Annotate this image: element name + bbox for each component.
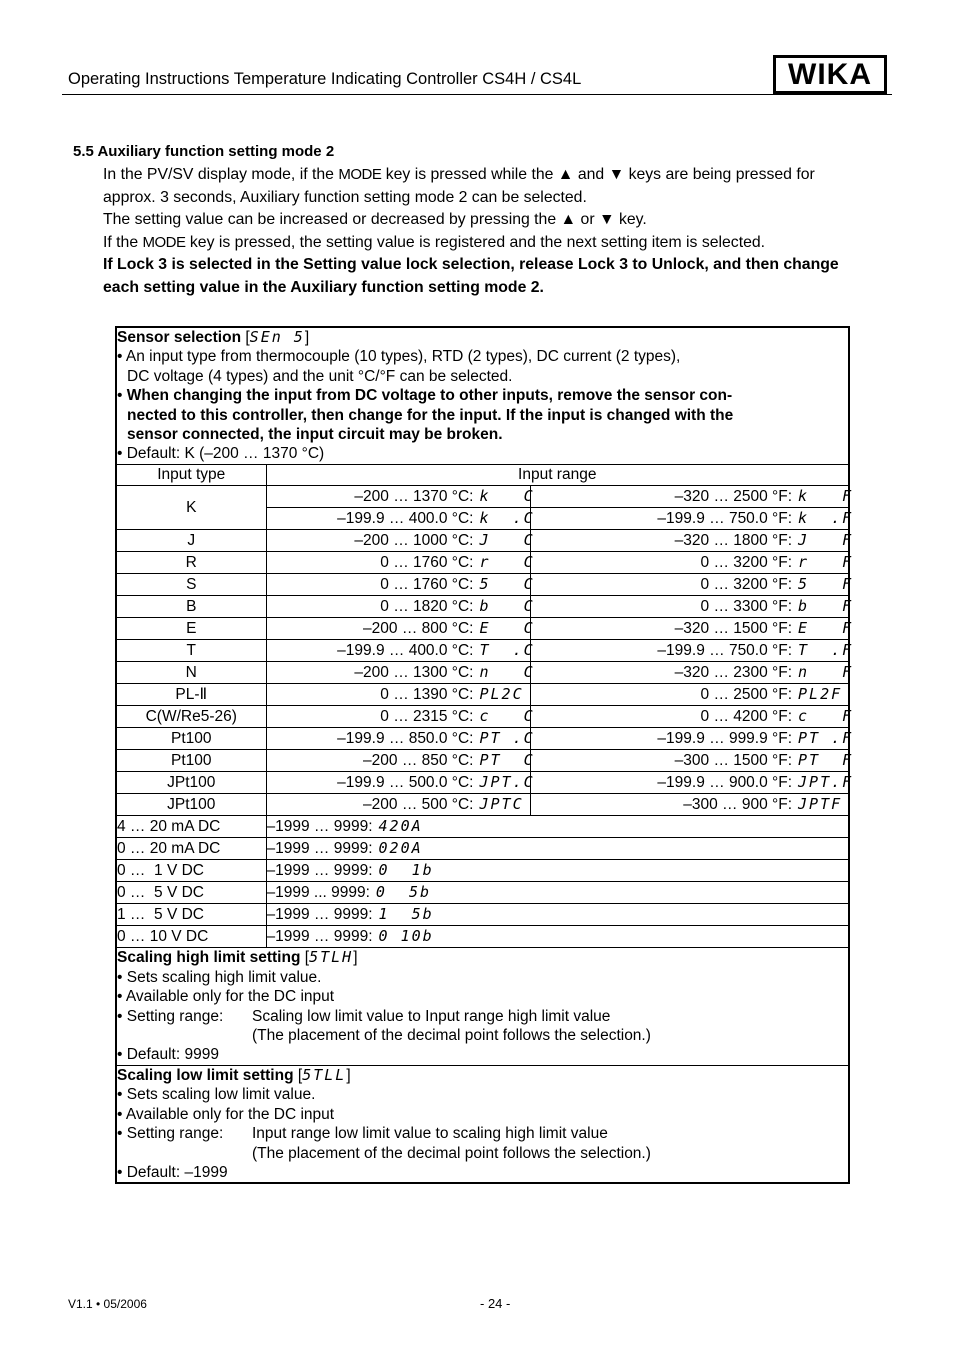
display-code: r C (479, 553, 535, 572)
display-code: 0 10b (378, 927, 434, 946)
range-text: –199.9 … 999.9 °F: (657, 730, 793, 748)
range-text: –199.9 … 750.0 °F: (657, 642, 793, 660)
dc-range-cell (266, 838, 849, 860)
range-text: –300 … 1500 °F: (674, 752, 793, 770)
celsius-range-cell (266, 596, 535, 618)
display-code: JPT.F (798, 773, 854, 792)
input-type-cell: J (116, 530, 266, 552)
input-type-cell: R (116, 552, 266, 574)
intro-line-1: In the PV/SV display mode, if the MODE key is pressed while the ▲ and ▼ keys are being pressed for (103, 166, 815, 183)
input-type-cell: 0 … 20 mA DC (116, 838, 266, 860)
input-type-cell: 0 … 1 V DC (116, 860, 266, 882)
sensor-title-line: Sensor selection [SEn 5] (117, 328, 310, 346)
input-type-cell: JPt100 (116, 772, 266, 794)
display-code: PT C (479, 751, 535, 770)
display-code: k .C (479, 509, 535, 528)
input-type-cell: PL-Ⅱ (116, 684, 266, 706)
range-text: –1999 … 9999: (266, 906, 373, 924)
display-code: b C (479, 597, 535, 616)
display-code: r F (798, 553, 854, 572)
range-text: 0 … 3200 °F: (700, 554, 793, 572)
dc-range-cell (266, 904, 849, 926)
range-text: –200 … 500 °C: (363, 796, 474, 814)
input-type-cell: B (116, 596, 266, 618)
fahrenheit-range-cell (530, 552, 854, 574)
range-text: –320 … 1500 °F: (674, 620, 793, 638)
scaling-low-title-line: Scaling low limit setting [5TLL] (117, 1065, 351, 1084)
intro-line-4: If the MODE key is pressed, the setting value is registered and the next setting item is selected. (103, 233, 766, 251)
display-code: k .F (798, 509, 854, 528)
range-text: –199.9 … 900.0 °F: (657, 774, 793, 792)
fahrenheit-range-cell (530, 750, 854, 772)
fahrenheit-range-cell (530, 530, 854, 552)
table-row (116, 552, 849, 574)
range-text: –1999 … 9999: (266, 840, 373, 858)
dc-range-cell (266, 882, 849, 904)
scaling-low-title: Scaling low limit setting (117, 1066, 294, 1084)
footer-version: V1.1 • 05/2006 (68, 1297, 147, 1311)
table-row (116, 926, 849, 948)
scaling-high-title-line: Scaling high limit setting [5TLH] (117, 948, 358, 967)
table-row (116, 750, 849, 772)
table-row (116, 860, 849, 882)
input-type-cell: K (116, 486, 266, 530)
display-code: PL2C (479, 685, 524, 704)
range-text: 0 … 2500 °F: (700, 686, 793, 704)
scaling-high-row (116, 948, 849, 1065)
sensor-bullet-2d: sensor connected, the input circuit may be broken. (127, 426, 503, 444)
sensor-bullet-1a: • An input type from thermocouple (10 types), RTD (2 types), DC current (2 types), (117, 348, 681, 366)
display-code: k C (479, 487, 535, 506)
scaling-high-range: • Setting range: Scaling low limit value to Input range high limit value (117, 1007, 611, 1025)
sensor-block (116, 327, 849, 464)
display-code: b F (798, 597, 854, 616)
display-code: 420A (378, 817, 423, 836)
celsius-range-cell (266, 794, 530, 816)
table-row (116, 596, 849, 618)
table-row (116, 640, 849, 662)
display-code: c F (798, 707, 854, 726)
celsius-range-cell (266, 728, 535, 750)
logo-text: WIKA (788, 57, 872, 91)
intro-line-6: each setting value in the Auxiliary function setting mode 2. (103, 278, 544, 296)
scaling-high-title: Scaling high limit setting (117, 949, 301, 967)
display-code: 5 F (798, 575, 854, 594)
table-row (116, 530, 849, 552)
range-text: –200 … 1300 °C: (354, 664, 474, 682)
intro-line-2: approx. 3 seconds, Auxiliary function setting mode 2 can be selected. (103, 188, 587, 206)
col-header-range: Input range (266, 464, 849, 486)
table-header-row (116, 464, 849, 486)
display-code: E C (479, 619, 535, 638)
dc-range-cell (266, 816, 849, 838)
input-type-cell: JPt100 (116, 794, 266, 816)
celsius-range-cell (266, 684, 530, 706)
input-type-cell: S (116, 574, 266, 596)
input-type-cell: C(W/Re5-26) (116, 706, 266, 728)
display-code: JPTC (479, 795, 524, 814)
scaling-high-default: • Default: 9999 (117, 1046, 219, 1064)
celsius-range-cell (266, 574, 535, 596)
fahrenheit-range-cell (530, 640, 854, 662)
celsius-range-cell (266, 640, 535, 662)
wika-logo (773, 55, 887, 94)
display-code: JPT.C (479, 773, 535, 792)
display-code: J F (798, 531, 854, 550)
scaling-low-range-note: (The placement of the decimal point follows the selection.) (252, 1144, 651, 1162)
fahrenheit-range-cell (530, 794, 849, 816)
sensor-bullet-2: • When changing the input from DC voltage to other inputs, remove the sensor con- (117, 387, 733, 405)
mode-key: MODE (142, 233, 186, 251)
celsius-range-cell (266, 552, 535, 574)
header-rule (62, 94, 892, 95)
fahrenheit-range-cell (530, 706, 854, 728)
dc-range-cell (266, 860, 849, 882)
celsius-range-cell (266, 750, 535, 772)
mode-key: MODE (338, 166, 382, 183)
range-text: –200 … 800 °C: (363, 620, 474, 638)
table-row (116, 728, 849, 750)
table-row (116, 838, 849, 860)
display-code: 1 5b (378, 905, 434, 924)
scaling-high-b2: • Available only for the DC input (117, 988, 335, 1006)
dc-rows (116, 816, 849, 948)
footer-page-number: - 24 - (480, 1296, 511, 1311)
scaling-low-row (116, 1065, 849, 1183)
display-code: n F (798, 663, 854, 682)
celsius-range-cell (266, 772, 535, 794)
scaling-low-code: 5TLL (302, 1065, 347, 1084)
display-code: PT .C (479, 729, 535, 748)
input-type-cell: 0 … 10 V DC (116, 926, 266, 948)
input-type-cell: Pt100 (116, 728, 266, 750)
dc-range-cell (266, 926, 849, 948)
table-row (116, 772, 849, 794)
display-code: E F (798, 619, 854, 638)
input-type-cell: T (116, 640, 266, 662)
fahrenheit-range-cell (530, 618, 854, 640)
range-text: 0 … 3300 °F: (700, 598, 793, 616)
display-code: T .F (798, 641, 854, 660)
range-text: 0 … 4200 °F: (700, 708, 793, 726)
display-code: J C (479, 531, 535, 550)
display-code: PT F (798, 751, 854, 770)
display-code: n C (479, 663, 535, 682)
input-type-cell: 4 … 20 mA DC (116, 816, 266, 838)
input-type-cell: 1 … 5 V DC (116, 904, 266, 926)
range-text: 0 … 1820 °C: (380, 598, 474, 616)
table-row (116, 816, 849, 838)
input-type-cell: 0 … 5 V DC (116, 882, 266, 904)
header-title: Operating Instructions Temperature Indicating Controller CS4H / CS4L (68, 70, 582, 88)
table-row (116, 618, 849, 640)
display-code: 0 1b (378, 861, 434, 880)
table-row (116, 706, 849, 728)
celsius-range-cell (266, 486, 535, 508)
table-row (116, 574, 849, 596)
scaling-low-block (116, 1065, 849, 1183)
display-code: PL2F (798, 685, 843, 704)
scaling-low-range: • Setting range: Input range low limit value to scaling high limit value (117, 1125, 608, 1143)
scaling-low-b2: • Available only for the DC input (117, 1105, 335, 1123)
celsius-range-cell (266, 618, 535, 640)
input-type-cell: Pt100 (116, 750, 266, 772)
sensor-default: • Default: K (–200 … 1370 °C) (117, 445, 325, 463)
range-text: –200 … 1000 °C: (354, 532, 474, 550)
range-text: –199.9 … 750.0 °F: (657, 510, 793, 528)
range-text: –199.9 … 500.0 °C: (337, 774, 474, 792)
fahrenheit-range-cell (530, 662, 854, 684)
table-row (116, 882, 849, 904)
col-header-type: Input type (116, 464, 266, 486)
intro-line-5: If Lock 3 is selected in the Setting value lock selection, release Lock 3 to Unlock, and then change (103, 256, 839, 274)
display-code: 5 C (479, 575, 535, 594)
fahrenheit-range-cell (530, 486, 854, 508)
range-text: 0 … 1390 °C: (380, 686, 474, 704)
scaling-high-range-note: (The placement of the decimal point follows the selection.) (252, 1027, 651, 1045)
range-text: –200 … 850 °C: (363, 752, 474, 770)
range-text: –300 … 900 °F: (683, 796, 793, 814)
celsius-range-cell (266, 706, 535, 728)
display-code: k F (798, 487, 854, 506)
intro-text (103, 164, 893, 300)
sensor-title: Sensor selection (117, 329, 242, 346)
scaling-low-b1: • Sets scaling low limit value. (117, 1086, 316, 1104)
table-row (116, 662, 849, 684)
scaling-low-default: • Default: –1999 (117, 1163, 228, 1181)
display-code: JPTF (798, 795, 843, 814)
celsius-range-cell (266, 530, 535, 552)
range-text: 0 … 1760 °C: (380, 576, 474, 594)
range-text: –320 … 2500 °F: (674, 488, 793, 506)
fahrenheit-range-cell (530, 772, 854, 794)
display-code: T .C (479, 641, 535, 660)
range-text: –200 … 1370 °C: (354, 488, 474, 506)
sensor-block-row (116, 327, 849, 464)
table-row (116, 684, 849, 706)
range-text: –199.9 … 400.0 °C: (337, 510, 474, 528)
range-text: –320 … 2300 °F: (674, 664, 793, 682)
display-code: 0 5b (375, 883, 432, 902)
scaling-high-code: 5TLH (309, 948, 354, 967)
input-type-cell: N (116, 662, 266, 684)
range-text: –199.9 … 400.0 °C: (337, 642, 474, 660)
range-text: –1999 … 9999: (266, 928, 373, 946)
celsius-range-cell (266, 508, 535, 530)
table-row (116, 904, 849, 926)
section-title: 5.5 Auxiliary function setting mode 2 (73, 143, 335, 160)
fahrenheit-range-cell (530, 728, 854, 750)
scaling-high-block (116, 948, 849, 1065)
range-text: –1999 … 9999: (266, 818, 373, 836)
range-text: –199.9 … 850.0 °C: (337, 730, 474, 748)
table-row (116, 486, 849, 508)
range-text: 0 … 2315 °C: (380, 708, 474, 726)
sensor-bullet-1b: DC voltage (4 types) and the unit °C/°F can be selected. (127, 367, 513, 385)
sensor-code: SEn 5 (249, 328, 305, 346)
settings-table (115, 326, 854, 1184)
range-text: –1999 … 9999: (266, 862, 373, 880)
range-text: 0 … 3200 °F: (700, 576, 793, 594)
range-text: 0 … 1760 °C: (380, 554, 474, 572)
fahrenheit-range-cell (530, 684, 849, 706)
thermo-rows (116, 486, 854, 816)
scaling-high-b1: • Sets scaling high limit value. (117, 968, 322, 986)
input-type-cell: E (116, 618, 266, 640)
sensor-bullet-2c: nected to this controller, then change for the input. If the input is changed with the (127, 406, 734, 424)
range-text: –320 … 1800 °F: (674, 532, 793, 550)
display-code: PT .F (798, 729, 854, 748)
range-text: –1999 ... 9999: (266, 884, 370, 902)
table-row (116, 794, 849, 816)
fahrenheit-range-cell (530, 574, 854, 596)
display-code: 020A (378, 839, 423, 858)
fahrenheit-range-cell (530, 508, 854, 530)
fahrenheit-range-cell (530, 596, 854, 618)
intro-line-3: The setting value can be increased or decreased by pressing the ▲ or ▼ key. (103, 211, 647, 229)
celsius-range-cell (266, 662, 535, 684)
display-code: c C (479, 707, 535, 726)
